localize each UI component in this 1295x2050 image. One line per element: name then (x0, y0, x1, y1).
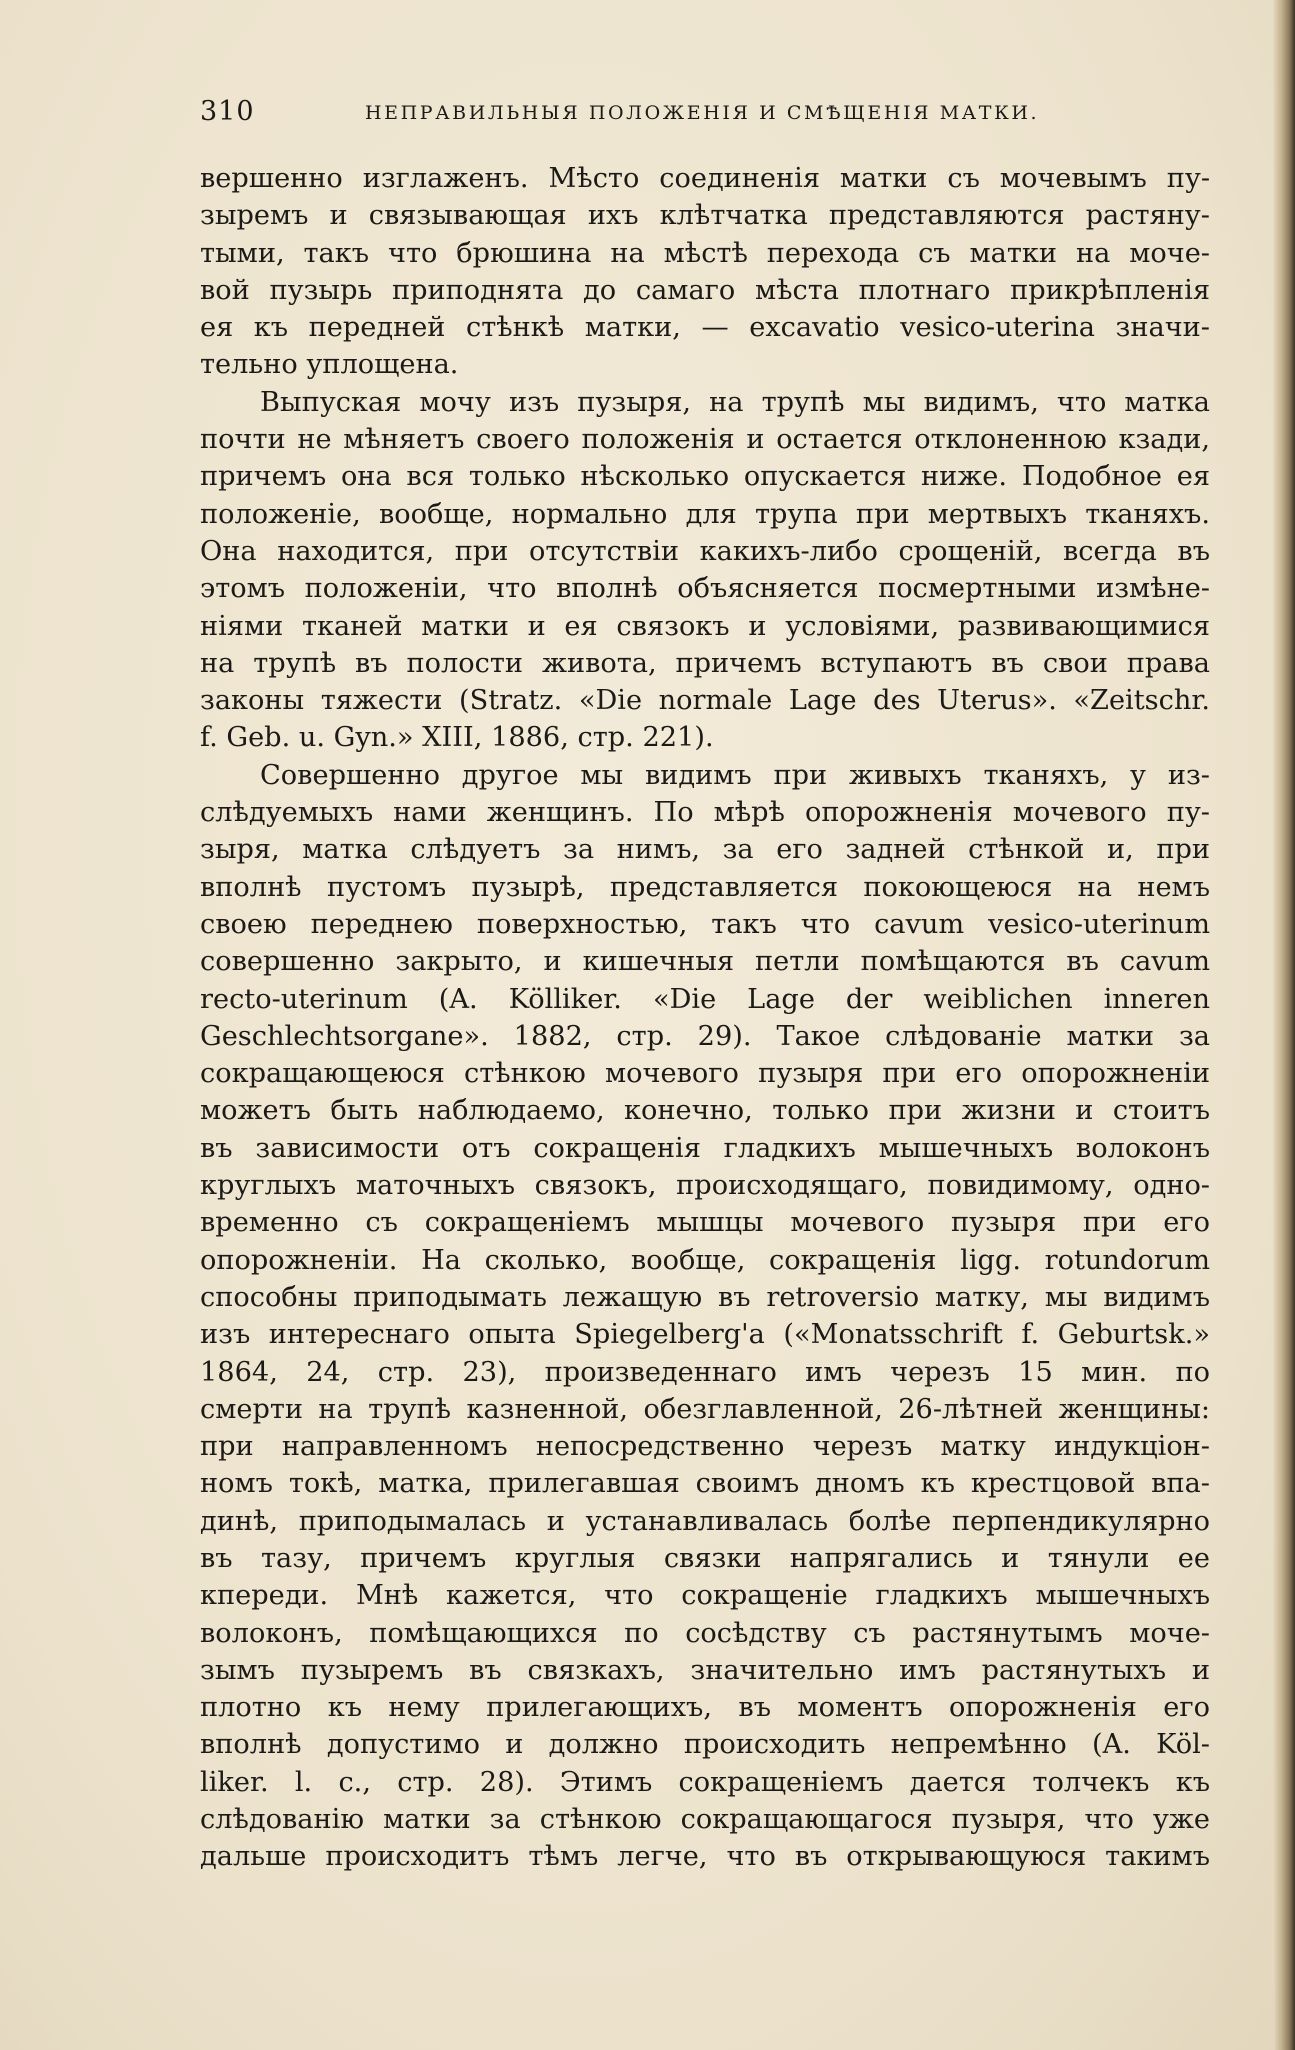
text-line: слѣдованію матки за стѣнкою сокращающагося пузыря, что уже (200, 1804, 1210, 1836)
page-edge-shadow (1273, 0, 1295, 2050)
text-line: слѣдуемыхъ нами женщинъ. По мѣрѣ опорожненія мочевого пу- (200, 797, 1210, 829)
text-line: на трупѣ въ полости живота, причемъ вступаютъ въ свои права (200, 647, 1210, 679)
text-line: причемъ она вся только нѣсколько опускается ниже. Подобное ея (200, 461, 1210, 493)
text-line: Выпуская мочу изъ пузыря, на трупѣ мы видимъ, что матка (260, 386, 1210, 418)
page-header (200, 96, 1050, 136)
text-line: Она находится, при отсутствіи какихъ-либо срощеній, всегда въ (200, 535, 1210, 567)
text-line: своею переднею поверхностью, такъ что cavum vesico-uterinum (200, 908, 1210, 940)
running-title: НЕПРАВИЛЬНЫЯ ПОЛОЖЕНІЯ И СМѢЩЕНІЯ МАТКИ. (365, 102, 1040, 124)
text-line: liker. l. c., стр. 28). Этимъ сокращеніемъ дается толчекъ къ (200, 1766, 1210, 1798)
text-line: номъ токѣ, матка, прилегавшая своимъ дномъ къ крестцовой впа- (200, 1468, 1210, 1500)
text-line: вполнѣ допустимо и должно происходить непремѣнно (A. Köl- (200, 1729, 1210, 1761)
text-line: тельно уплощена. (200, 349, 459, 381)
text-line: въ зависимости отъ сокращенія гладкихъ мышечныхъ волоконъ (200, 1132, 1210, 1164)
page-number: 310 (200, 96, 255, 127)
text-line: дальше происходитъ тѣмъ легче, что въ открывающуюся такимъ (200, 1841, 1210, 1873)
text-line: круглыхъ маточныхъ связокъ, происходящаго, повидимому, одно- (200, 1170, 1210, 1202)
text-line: почти не мѣняетъ своего положенія и остается отклоненною кзади, (200, 424, 1210, 456)
text-line: законы тяжести (Stratz. «Die normale Lage des Uterus». «Zeitschr. (200, 685, 1210, 717)
text-line: совершенно закрыто, и кишечныя петли помѣщаются въ cavum (200, 946, 1210, 978)
text-line: зыря, матка слѣдуетъ за нимъ, за его задней стѣнкой и, при (200, 834, 1210, 866)
text-line: въ тазу, причемъ круглыя связки напрягались и тянули ее (200, 1542, 1210, 1574)
text-line: ніями тканей матки и ея связокъ и условіями, развивающимися (200, 610, 1210, 642)
text-line: зымъ пузыремъ въ связкахъ, значительно имъ растянутыхъ и (200, 1654, 1210, 1686)
text-line: изъ интереснаго опыта Spiegelberg'а («Monatsschrift f. Geburtsk.» (200, 1319, 1210, 1351)
text-line: вершенно изглаженъ. Мѣсто соединенія матки съ мочевымъ пу- (200, 163, 1210, 194)
text-line: этомъ положеніи, что вполнѣ объясняется посмертными измѣне- (200, 573, 1210, 605)
text-line: тыми, такъ что брюшина на мѣстѣ перехода съ матки на моче- (200, 237, 1210, 269)
text-line: recto-uterinum (A. Kölliker. «Die Lage der weiblichen inneren (200, 983, 1210, 1015)
text-line: опорожненіи. На сколько, вообще, сокращенія ligg. rotundorum (200, 1244, 1210, 1276)
body-text (200, 160, 1210, 1876)
text-line: динѣ, приподымалась и устанавливалась болѣе перпендикулярно (200, 1505, 1210, 1537)
text-line: вполнѣ пустомъ пузырѣ, представляется покоющеюся на немъ (200, 871, 1210, 903)
text-line: можетъ быть наблюдаемо, конечно, только при жизни и стоитъ (200, 1095, 1210, 1127)
text-line: способны приподымать лежащую въ retroversio матку, мы видимъ (200, 1281, 1210, 1313)
text-line: кпереди. Мнѣ кажется, что сокращеніе гладкихъ мышечныхъ (200, 1580, 1210, 1612)
text-line: волоконъ, помѣщающихся по сосѣдству съ растянутымъ моче- (200, 1617, 1210, 1649)
text-line: смерти на трупѣ казненной, обезглавленной, 26-лѣтней женщины: (200, 1393, 1210, 1425)
text-line: f. Geb. u. Gyn.» XIII, 1886, стр. 221). (200, 722, 714, 754)
text-line: временно съ сокращеніемъ мышцы мочевого пузыря при его (200, 1207, 1210, 1239)
text-line: 1864, 24, стр. 23), произведеннаго имъ черезъ 15 мин. по (200, 1356, 1210, 1388)
text-line: при направленномъ непосредственно черезъ матку индукціон- (200, 1431, 1210, 1463)
text-line: Geschlechtsorgane». 1882, стр. 29). Такое слѣдованіе матки за (200, 1020, 1210, 1052)
text-line: зыремъ и связывающая ихъ клѣтчатка представляются растяну- (200, 200, 1210, 232)
text-line: сокращающеюся стѣнкою мочевого пузыря при его опорожненіи (200, 1058, 1210, 1090)
text-line: вой пузырь приподнята до самаго мѣста плотнаго прикрѣпленія (200, 274, 1210, 306)
text-line: Совершенно другое мы видимъ при живыхъ тканяхъ, у из- (260, 759, 1210, 791)
text-line: ея къ передней стѣнкѣ матки, — excavatio vesico-uterina значи- (200, 312, 1210, 344)
text-line: положеніе, вообще, нормально для трупа при мертвыхъ тканяхъ. (200, 498, 1210, 530)
text-line: плотно къ нему прилегающихъ, въ моментъ опорожненія его (200, 1692, 1210, 1724)
